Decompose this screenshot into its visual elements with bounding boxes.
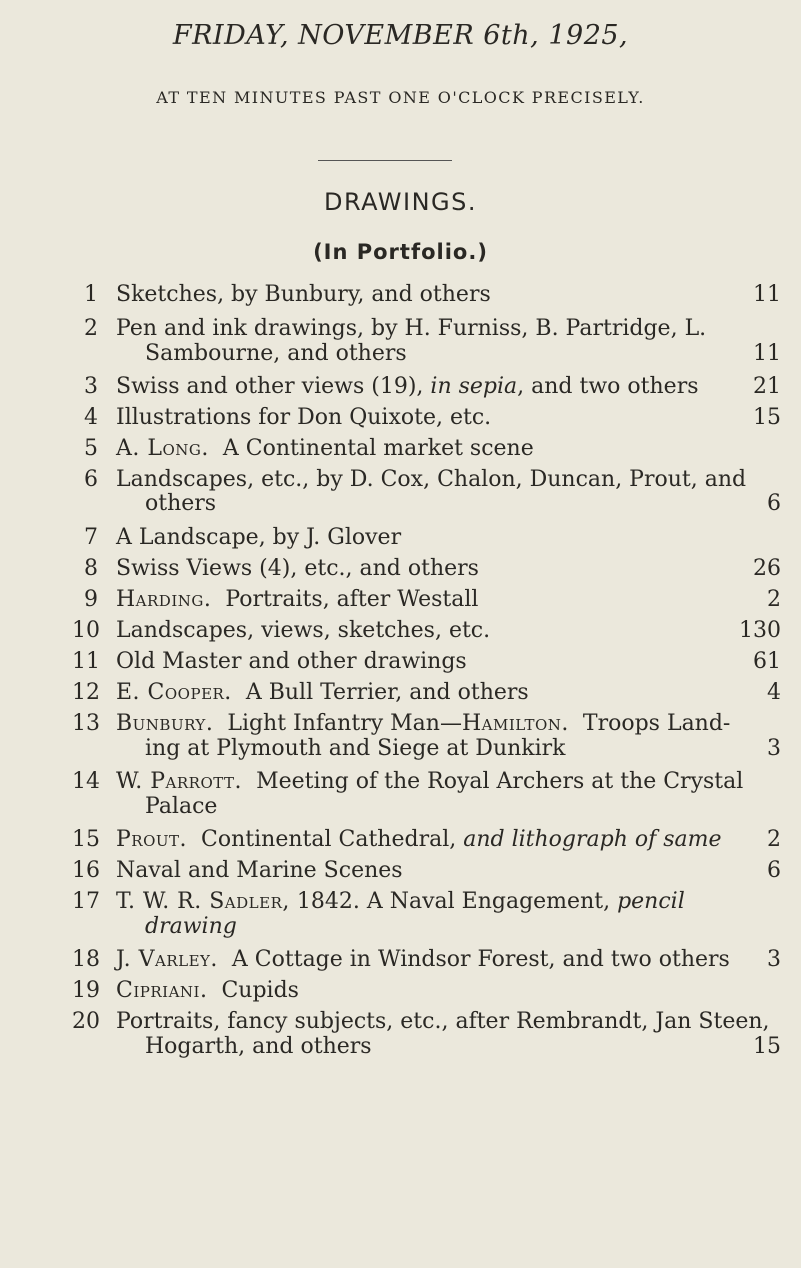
- lot-number: 4: [84, 405, 98, 430]
- lot-text: Meeting of the Royal Archers at the Crystal: [256, 769, 744, 794]
- lot-number: 1: [84, 282, 98, 307]
- lot-number: 18: [72, 947, 100, 972]
- lot-text: 1842. A Naval Engagement,: [296, 889, 618, 914]
- lot-number: 7: [84, 525, 98, 550]
- lot-description: Old Master and other drawings: [116, 649, 467, 674]
- lot-text: A Cottage in Windsor Forest, and two others: [231, 947, 730, 972]
- lot-number: 11: [72, 649, 100, 674]
- lot-description-cont: Sambourne, and others: [145, 341, 407, 366]
- lot-quantity: 6: [767, 491, 781, 516]
- lot-quantity: 26: [753, 556, 781, 581]
- lot-number: 15: [72, 827, 100, 852]
- lot-text: Portraits, after Westall: [225, 587, 479, 612]
- lot-text: Swiss and other views (19),: [116, 374, 431, 399]
- section-heading: DRAWINGS.: [323, 188, 477, 216]
- lot-description-cont: Hogarth, and others: [145, 1034, 372, 1059]
- lot-text-italic: in sepia: [430, 374, 518, 399]
- lot-quantity: 15: [753, 1034, 781, 1059]
- lot-text-italic: and lithograph of same: [463, 827, 722, 852]
- subsection-heading: (In Portfolio.): [313, 240, 488, 264]
- lot-number: 14: [72, 769, 100, 794]
- lot-number: 2: [84, 316, 98, 341]
- lot-number: 17: [72, 889, 100, 914]
- lot-description: Naval and Marine Scenes: [116, 858, 403, 883]
- sale-time-line: AT TEN MINUTES PAST ONE O'CLOCK PRECISELY.: [156, 88, 645, 107]
- lot-text: Cupids: [221, 978, 299, 1003]
- lot-quantity: 130: [739, 618, 781, 643]
- lot-description: [116, 433, 534, 464]
- lot-quantity: 21: [753, 374, 781, 399]
- lot-description: [116, 824, 722, 855]
- lot-description: [116, 584, 478, 615]
- lot-description-cont: others: [145, 491, 217, 516]
- lot-description: A Landscape, by J. Glover: [116, 525, 402, 550]
- lot-quantity: 3: [767, 947, 781, 972]
- lot-number: 19: [72, 978, 100, 1003]
- lot-description: [116, 371, 699, 402]
- lot-text: Light Infantry Man—: [227, 711, 462, 736]
- lot-quantity: 11: [753, 282, 781, 307]
- lot-description: Portraits, fancy subjects, etc., after Rembrandt, Jan Steen,: [116, 1009, 770, 1034]
- lot-text: , and two others: [517, 374, 699, 399]
- lot-artist: T. W. R. Sadler,: [116, 889, 290, 914]
- lot-artist: W. Parrott.: [116, 769, 243, 794]
- lot-description-cont: Palace: [145, 794, 218, 819]
- lot-text: Continental Cathedral,: [201, 827, 464, 852]
- lot-quantity: 15: [753, 405, 781, 430]
- lot-text: A Continental market scene: [222, 436, 534, 461]
- lot-quantity: 2: [767, 827, 781, 852]
- lot-description: Landscapes, views, sketches, etc.: [116, 618, 491, 643]
- lot-quantity: 3: [767, 736, 781, 761]
- lot-description: Swiss Views (4), etc., and others: [116, 556, 479, 581]
- lot-artist: J. Varley.: [116, 947, 218, 972]
- lot-number: 10: [72, 618, 100, 643]
- lot-artist: A. Long.: [116, 436, 209, 461]
- lot-description-cont: drawing: [145, 914, 237, 939]
- lot-number: 5: [84, 436, 98, 461]
- lot-description: [116, 944, 730, 975]
- lot-description: [116, 975, 299, 1006]
- lot-description: [116, 677, 529, 708]
- lot-artist: Harding.: [116, 587, 212, 612]
- lot-number: 3: [84, 374, 98, 399]
- divider-rule: [318, 160, 452, 161]
- lot-number: 12: [72, 680, 100, 705]
- lot-description: Pen and ink drawings, by H. Furniss, B. Partridge, L.: [116, 316, 707, 341]
- lot-number: 9: [84, 587, 98, 612]
- lot-artist: Cipriani.: [116, 978, 208, 1003]
- lot-quantity: 6: [767, 858, 781, 883]
- lot-quantity: 4: [767, 680, 781, 705]
- lot-description: Illustrations for Don Quixote, etc.: [116, 405, 492, 430]
- lot-number: 13: [72, 711, 100, 736]
- lot-number: 16: [72, 858, 100, 883]
- lot-description: Sketches, by Bunbury, and others: [116, 282, 491, 307]
- lot-text-italic: pencil: [617, 889, 685, 914]
- lot-text: A Bull Terrier, and others: [245, 680, 529, 705]
- lot-text: Troops Land-: [582, 711, 731, 736]
- lot-artist: E. Cooper.: [116, 680, 232, 705]
- lot-quantity: 61: [753, 649, 781, 674]
- lot-description-cont: ing at Plymouth and Siege at Dunkirk: [145, 736, 566, 761]
- lot-artist: Hamilton.: [461, 711, 569, 736]
- lot-artist: Prout.: [116, 827, 188, 852]
- lot-quantity: 11: [753, 341, 781, 366]
- lot-description: Landscapes, etc., by D. Cox, Chalon, Duncan, Prout, and: [116, 467, 747, 492]
- lot-number: 6: [84, 467, 98, 492]
- lot-number: 20: [72, 1009, 100, 1034]
- lot-number: 8: [84, 556, 98, 581]
- lot-quantity: 2: [767, 587, 781, 612]
- lot-artist: Bunbury.: [116, 711, 214, 736]
- sale-date-heading: FRIDAY, NOVEMBER 6th, 1925,: [172, 20, 629, 51]
